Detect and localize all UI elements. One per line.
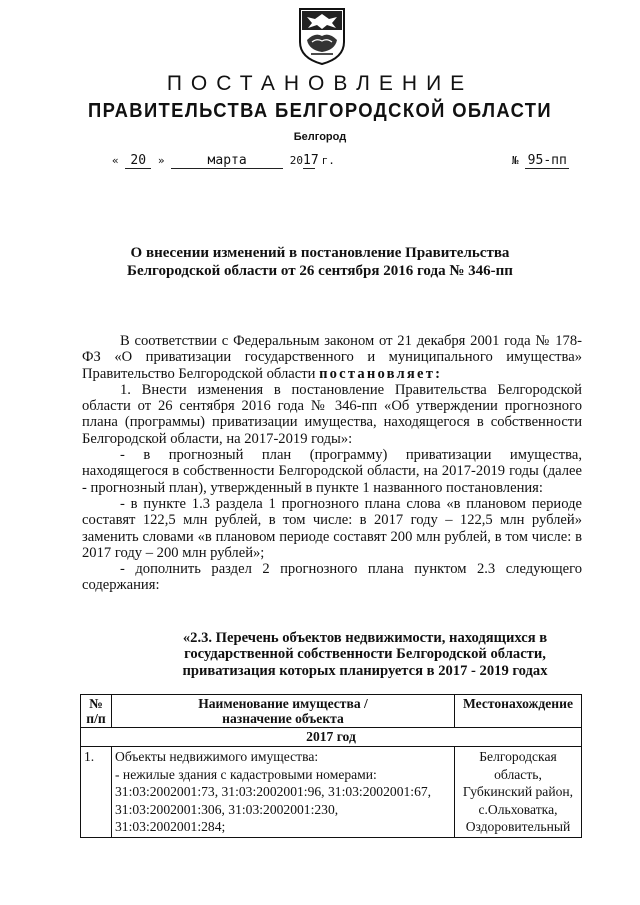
paragraph-item-1: 1. Внести изменения в постановление Правительства Белгородской области от 26 сентября 2016 года № 346-пп «Об утверждении прогнозного плана (программы) приватизации имущества, находящегося в собственности Белгородской области, на 2017-2019 годы»: xyxy=(82,381,582,447)
coat-of-arms-emblem xyxy=(297,6,347,66)
city-label: Белгород xyxy=(293,131,347,143)
row-location-line: Оздоровительный xyxy=(465,819,571,834)
row-name-line: Объекты недвижимого имущества: xyxy=(115,749,319,764)
document-type-heading: ПОСТАНОВЛЕНИЕ xyxy=(166,72,474,95)
date-close-quote: » xyxy=(157,154,165,167)
issuer-heading: ПРАВИТЕЛЬСТВА БЕЛГОРОДСКОЙ ОБЛАСТИ xyxy=(87,100,553,122)
header-name xyxy=(112,695,455,728)
title-line-2: Белгородской области от 26 сентября 2016 года № 346-пп xyxy=(127,263,513,279)
row-location xyxy=(455,747,582,838)
table-header-row xyxy=(81,695,582,728)
row-name-line: - нежилые здания с кадастровыми номерами: xyxy=(115,766,377,782)
year-cell: 2017 год xyxy=(81,728,582,747)
section-heading-line-2: государственной собственности Белгородской области, xyxy=(184,646,546,663)
document-body xyxy=(82,333,582,594)
paragraph-subitem-plan: - в прогнозный план (программу) приватизации имущества, находящегося в собственности Белгородской области, на 2017-2019 годы (далее - прогнозный план), утвержденный в пункте 1 названного постановления: xyxy=(82,447,582,496)
section-heading-line-1: «2.3. Перечень объектов недвижимости, находящихся в xyxy=(182,630,548,646)
row-location-line: область, xyxy=(494,766,542,782)
date-month: марта xyxy=(171,153,283,169)
section-heading-line-3: приватизация которых планируется в 2017 - 2019 годах xyxy=(182,662,548,679)
date-field xyxy=(112,153,335,169)
row-location-line: Белгородская xyxy=(479,749,557,764)
table-row xyxy=(81,747,582,838)
row-location-line: Губкинский район, xyxy=(462,784,574,799)
header-name-line-2: назначение объекта xyxy=(222,711,344,726)
row-number: 1. xyxy=(81,747,112,838)
date-year-suffix: 17 xyxy=(303,153,319,168)
document-title xyxy=(0,244,640,280)
date-year-mark: г. xyxy=(321,154,335,167)
row-name-line: 31:03:2002001:73, 31:03:2002001:96, 31:03:2002001:67, xyxy=(115,784,432,799)
document-number: 95-пп xyxy=(525,153,569,169)
resolves-word: постановляет: xyxy=(319,365,443,382)
document-number-field xyxy=(512,153,569,169)
header-location: Местонахождение xyxy=(455,695,582,728)
date-year-prefix: 20 xyxy=(289,154,303,167)
paragraph-subitem-amount: - в пункте 1.3 раздела 1 прогнозного плана слова «в плановом периоде составят 122,5 млн рублей, в том числе: в 2017 году – 122,5 млн рублей» заменить словами «в плановом периоде составят 200 млн рублей, в том числе: в 2017 году – 200 млн рублей»; xyxy=(82,495,582,561)
number-label: № xyxy=(512,154,519,167)
date-day: 20 xyxy=(125,153,151,169)
row-name xyxy=(112,747,455,838)
title-line-1: О внесении изменений в постановление Правительства xyxy=(130,245,510,261)
row-name-line: 31:03:2002001:284; xyxy=(115,819,226,834)
date-open-quote: « xyxy=(112,154,119,167)
row-name-line: 31:03:2002001:306, 31:03:2002001:230, xyxy=(115,801,339,817)
section-heading xyxy=(150,630,580,679)
paragraph-subitem-add: - дополнить раздел 2 прогнозного плана пунктом 2.3 следующего содержания: xyxy=(82,561,582,594)
header-name-line-1: Наименование имущества / xyxy=(198,696,368,711)
table-year-row xyxy=(81,728,582,747)
paragraph-preamble: В соответствии с Федеральным законом от 21 декабря 2001 года № 178-ФЗ «О приватизации государственного и муниципального имущества» Правительство Белгородской области постановляет: xyxy=(82,333,582,382)
property-table xyxy=(80,694,582,838)
header-number: № п/п xyxy=(81,695,112,728)
row-location-line: с.Ольховатка, xyxy=(478,801,558,817)
